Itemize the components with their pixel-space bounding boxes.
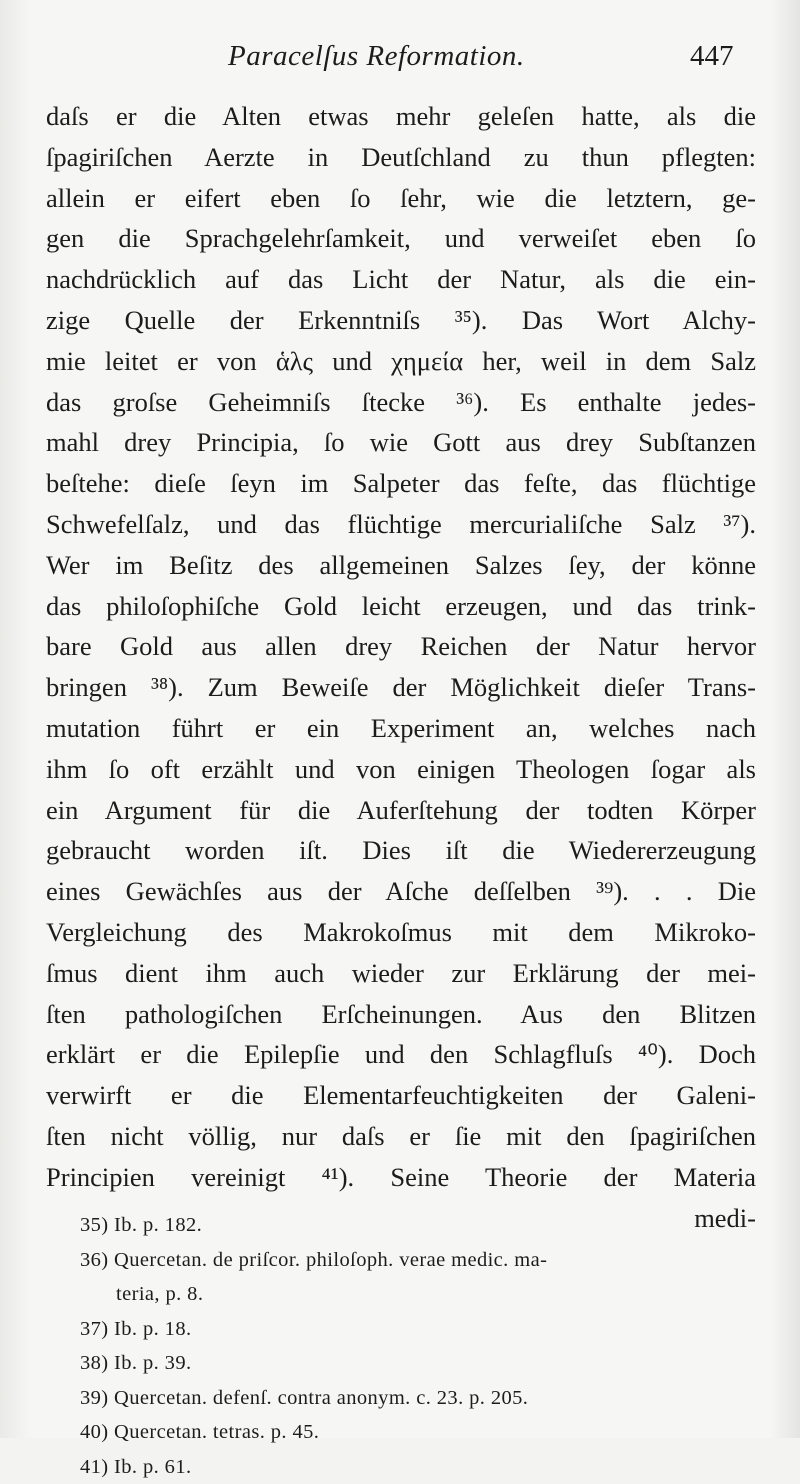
text-line: Wer im Beſitz des allgemeinen Salzes ſey, der könne <box>46 545 756 586</box>
footnote-35: 35) Ib. p. 182. <box>80 1208 760 1243</box>
footnotes <box>80 1208 760 1484</box>
text-line: Vergleichung des Makrokoſmus mit dem Mikroko- <box>46 912 756 953</box>
text-line: ſten pathologiſchen Erſcheinungen. Aus den Blitzen <box>46 994 756 1035</box>
text-line: nachdrücklich auf das Licht der Natur, als die ein- <box>46 259 756 300</box>
text-line: Schwefelſalz, und das flüchtige mercurialiſche Salz ³⁷). <box>46 504 756 545</box>
text-line: das groſse Geheimniſs ſtecke ³⁶). Es enthalte jedes- <box>46 382 756 423</box>
text-line: bare Gold aus allen drey Reichen der Natur hervor <box>46 626 756 667</box>
page-number: 447 <box>690 40 734 73</box>
footnote-40: 40) Quercetan. tetras. p. 45. <box>80 1415 760 1450</box>
footnote-39: 39) Quercetan. defenſ. contra anonym. c. 23. p. 205. <box>80 1381 760 1416</box>
text-line: ein Argument für die Auferſtehung der todten Körper <box>46 790 756 831</box>
text-line: daſs er die Alten etwas mehr geleſen hatte, als die <box>46 96 756 137</box>
text-line: Principien vereinigt ⁴¹). Seine Theorie der Materia <box>46 1157 756 1198</box>
footnote-row-40-41 <box>80 1415 760 1484</box>
body-text <box>46 96 756 1238</box>
running-title: Paracelſus Reformation. <box>228 40 525 73</box>
text-line: eines Gewächſes aus der Aſche deſſelben ³⁹). . . Die <box>46 871 756 912</box>
footnote-36-continued: teria, p. 8. <box>80 1277 760 1312</box>
footnote-41: 41) Ib. p. 61. <box>80 1450 760 1484</box>
text-line: verwirft er die Elementarfeuchtigkeiten der Galeni- <box>46 1075 756 1116</box>
text-line: bringen ³⁸). Zum Beweiſe der Möglichkeit dieſer Trans- <box>46 667 756 708</box>
catchword: medi- <box>46 1198 756 1239</box>
text-line: beſtehe: dieſe ſeyn im Salpeter das feſte, das flüchtige <box>46 463 756 504</box>
text-line: gebraucht worden iſt. Dies iſt die Wiedererzeugung <box>46 830 756 871</box>
text-line: mahl drey Principia, ſo wie Gott aus drey Subſtanzen <box>46 422 756 463</box>
text-line: ſmus dient ihm auch wieder zur Erklärung der mei- <box>46 953 756 994</box>
text-line: mutation führt er ein Experiment an, welches nach <box>46 708 756 749</box>
text-line: mie leitet er von ἁλς und χημεία her, weil in dem Salz <box>46 341 756 382</box>
text-line: ſten nicht völlig, nur daſs er ſie mit den ſpagiriſchen <box>46 1116 756 1157</box>
text-line: ſpagiriſchen Aerzte in Deutſchland zu thun pflegten: <box>46 137 756 178</box>
text-line: allein er eifert eben ſo ſehr, wie die letztern, ge- <box>46 178 756 219</box>
text-line: zige Quelle der Erkenntniſs ³⁵). Das Wort Alchy- <box>46 300 756 341</box>
text-line: das philoſophiſche Gold leicht erzeugen, und das trink- <box>46 586 756 627</box>
footnote-36: 36) Quercetan. de priſcor. philoſoph. verae medic. ma- <box>80 1243 760 1278</box>
text-line: erklärt er die Epilepſie und den Schlagfluſs ⁴⁰). Doch <box>46 1034 756 1075</box>
footnote-row-37-38 <box>80 1312 760 1381</box>
page-header <box>0 38 800 78</box>
footnote-38: 38) Ib. p. 39. <box>80 1346 760 1381</box>
text-line: ihm ſo oft erzählt und von einigen Theologen ſogar als <box>46 749 756 790</box>
footnote-37: 37) Ib. p. 18. <box>80 1312 760 1347</box>
text-line: gen die Sprachgelehrſamkeit, und verweiſet eben ſo <box>46 218 756 259</box>
